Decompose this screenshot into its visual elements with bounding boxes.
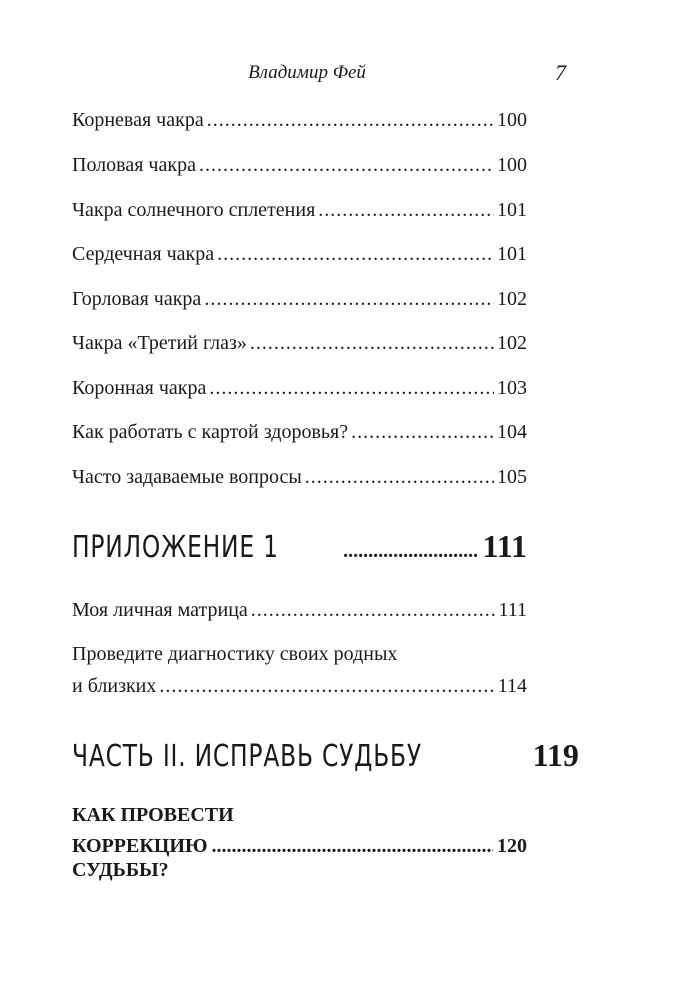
appendix-page: 111 bbox=[482, 528, 527, 564]
dot-leader bbox=[204, 287, 494, 311]
chapter-title-line1[interactable] bbox=[72, 803, 527, 827]
part-page: 119 bbox=[532, 737, 579, 773]
toc-entry[interactable] bbox=[72, 198, 527, 222]
running-head-author: Владимир Фей bbox=[248, 62, 366, 83]
toc-entry-title-line2: и близких bbox=[72, 675, 157, 697]
toc-entry-title: Чакра солнечного сплетения bbox=[72, 199, 316, 221]
chapter-title-text: КАК ПРОВЕСТИ bbox=[72, 804, 234, 826]
toc-entry-title: Как работать с картой здоровья? bbox=[72, 421, 349, 443]
dot-leader bbox=[343, 540, 476, 563]
toc-entry-page: 105 bbox=[497, 466, 527, 488]
part-title: ЧАСТЬ II. ИСПРАВЬ СУДЬБУ bbox=[72, 739, 422, 774]
chapter-page: 120 bbox=[497, 835, 527, 857]
dot-leader bbox=[351, 420, 494, 444]
toc-entry[interactable] bbox=[72, 598, 527, 622]
toc-entry-page: 100 bbox=[497, 154, 527, 176]
toc-entry-title: Коронная чакра bbox=[72, 377, 207, 399]
dot-leader bbox=[250, 331, 494, 355]
toc-entry-title: Моя личная матрица bbox=[72, 599, 248, 621]
toc-entry-page: 111 bbox=[498, 599, 527, 621]
toc-entry-title: Горловая чакра bbox=[72, 288, 202, 310]
appendix-heading[interactable] bbox=[72, 528, 527, 565]
toc-entry-page: 102 bbox=[497, 332, 527, 354]
toc-entry-page: 100 bbox=[497, 109, 527, 131]
toc-entry-title: Часто задаваемые вопросы bbox=[72, 466, 302, 488]
toc-entry[interactable] bbox=[72, 465, 527, 489]
dot-leader bbox=[209, 376, 494, 400]
toc-entry[interactable] bbox=[72, 674, 527, 698]
dot-leader bbox=[217, 242, 494, 266]
dot-leader bbox=[207, 108, 494, 132]
toc-entry[interactable] bbox=[72, 331, 527, 355]
toc-entry-title-line1[interactable]: Проведите диагностику своих родных bbox=[72, 643, 398, 665]
toc-entry[interactable] bbox=[72, 108, 527, 132]
toc-entry-page: 101 bbox=[497, 243, 527, 265]
toc-entry-page: 103 bbox=[497, 377, 527, 399]
toc-entry[interactable] bbox=[72, 153, 527, 177]
toc-entry[interactable] bbox=[72, 242, 527, 266]
chapter-title-text: КОРРЕКЦИЮ СУДЬБЫ? bbox=[72, 835, 208, 881]
dot-leader bbox=[159, 674, 494, 698]
toc-entry[interactable] bbox=[72, 420, 527, 444]
toc-entry[interactable] bbox=[72, 287, 527, 311]
toc-entry-title: Сердечная чакра bbox=[72, 243, 215, 265]
page-number: 7 bbox=[555, 60, 566, 85]
dot-leader bbox=[305, 465, 494, 489]
toc-entry-page: 101 bbox=[497, 199, 527, 221]
dot-leader bbox=[211, 834, 493, 858]
part-heading[interactable] bbox=[72, 737, 579, 774]
toc-entry-title: Чакра «Третий глаз» bbox=[72, 332, 247, 354]
toc-entry[interactable] bbox=[72, 376, 527, 400]
toc-entry-page: 114 bbox=[497, 675, 527, 697]
toc-entry-title: Корневая чакра bbox=[72, 109, 204, 131]
dot-leader bbox=[251, 598, 496, 622]
toc-entry-page: 104 bbox=[497, 421, 527, 443]
dot-leader bbox=[318, 198, 494, 222]
toc-entry-title: Половая чакра bbox=[72, 154, 196, 176]
toc-entry-page: 102 bbox=[497, 288, 527, 310]
chapter-entry[interactable] bbox=[72, 834, 527, 882]
dot-leader bbox=[199, 153, 494, 177]
appendix-title: ПРИЛОЖЕНИЕ 1 bbox=[72, 530, 279, 565]
